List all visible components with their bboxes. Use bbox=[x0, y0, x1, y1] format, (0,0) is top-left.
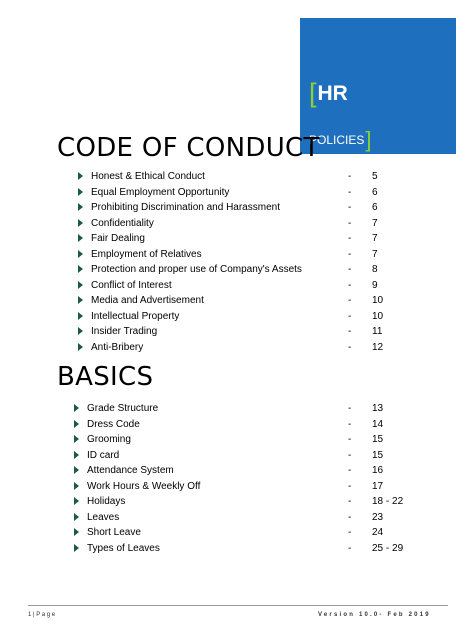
footer-divider bbox=[28, 605, 448, 606]
toc-entry-page: 7 bbox=[372, 233, 378, 244]
toc-entry[interactable] bbox=[0, 185, 474, 200]
triangle-right-icon bbox=[74, 513, 79, 521]
toc-entry[interactable] bbox=[0, 262, 474, 277]
toc-entry-separator: - bbox=[348, 233, 352, 244]
toc-entry[interactable] bbox=[0, 309, 474, 324]
toc-entry[interactable] bbox=[0, 169, 474, 184]
toc-entry-label: Attendance System bbox=[87, 465, 174, 476]
toc-entry[interactable] bbox=[0, 448, 474, 463]
toc-entry-page: 15 bbox=[372, 434, 384, 445]
toc-entry-separator: - bbox=[348, 202, 352, 213]
toc-entry[interactable] bbox=[0, 200, 474, 215]
toc-entry-separator: - bbox=[348, 480, 352, 492]
toc-entry-label: Media and Advertisement bbox=[91, 295, 204, 306]
toc-entry-page: 6 bbox=[372, 202, 378, 213]
toc-entry[interactable] bbox=[0, 432, 474, 447]
triangle-right-icon bbox=[74, 482, 79, 490]
toc-entry-label: Honest & Ethical Conduct bbox=[91, 171, 205, 182]
toc-entry[interactable] bbox=[0, 417, 474, 432]
triangle-right-icon bbox=[74, 466, 79, 474]
toc-entry-separator: - bbox=[348, 186, 352, 198]
toc-entry-label: Protection and proper use of Company's Assets bbox=[91, 264, 302, 275]
toc-entry-label: Fair Dealing bbox=[91, 233, 145, 244]
toc-entry-page: 13 bbox=[372, 403, 384, 414]
toc-entry[interactable] bbox=[0, 510, 474, 525]
toc-entry-page: 7 bbox=[372, 217, 378, 229]
triangle-right-icon bbox=[74, 420, 79, 428]
toc-entry-page: 12 bbox=[372, 341, 384, 353]
toc-entry-page: 8 bbox=[372, 264, 378, 275]
banner-subtitle-text: POLICIES bbox=[309, 133, 365, 147]
toc-entry-label: Anti-Bribery bbox=[91, 341, 144, 353]
triangle-right-icon bbox=[78, 343, 83, 351]
triangle-right-icon bbox=[78, 327, 83, 335]
toc-entry-separator: - bbox=[348, 511, 352, 523]
toc-entry-separator: - bbox=[348, 542, 352, 554]
toc-entry[interactable] bbox=[0, 324, 474, 339]
toc-entry[interactable] bbox=[0, 401, 474, 416]
toc-entry-separator: - bbox=[348, 418, 352, 430]
toc-entry[interactable] bbox=[0, 494, 474, 509]
toc-entry[interactable] bbox=[0, 463, 474, 478]
toc-entry[interactable] bbox=[0, 293, 474, 308]
toc-entry-page: 23 bbox=[372, 511, 384, 523]
toc-entry-label: Types of Leaves bbox=[87, 542, 160, 554]
triangle-right-icon bbox=[78, 234, 83, 242]
triangle-right-icon bbox=[78, 188, 83, 196]
triangle-right-icon bbox=[78, 312, 83, 320]
section-title-code-of-conduct: CODE OF CONDUCT bbox=[57, 133, 320, 163]
toc-entry-page: 5 bbox=[372, 171, 378, 182]
toc-entry-separator: - bbox=[348, 341, 352, 353]
toc-entry-label: Holidays bbox=[87, 496, 126, 507]
toc-entry-separator: - bbox=[348, 434, 352, 445]
triangle-right-icon bbox=[74, 497, 79, 505]
toc-entry-label: Grade Structure bbox=[87, 403, 159, 414]
toc-entry-label: Dress Code bbox=[87, 418, 140, 430]
toc-entry-label: Grooming bbox=[87, 434, 131, 445]
toc-entry-label: ID card bbox=[87, 449, 120, 461]
triangle-right-icon bbox=[78, 203, 83, 211]
bracket-open: [ bbox=[309, 78, 317, 108]
toc-entry-page: 17 bbox=[372, 480, 384, 492]
triangle-right-icon bbox=[74, 544, 79, 552]
toc-entry[interactable] bbox=[0, 247, 474, 262]
toc-entry-separator: - bbox=[348, 449, 352, 461]
toc-entry-page: 9 bbox=[372, 279, 378, 291]
toc-entry-label: Equal Employment Opportunity bbox=[91, 186, 230, 198]
toc-entry[interactable] bbox=[0, 231, 474, 246]
toc-entry-page: 25 - 29 bbox=[372, 542, 404, 554]
toc-entry-label: Conflict of Interest bbox=[91, 279, 172, 291]
footer-version: Version 10.0- Feb 2019 bbox=[318, 612, 431, 618]
toc-entry-separator: - bbox=[348, 496, 352, 507]
toc-entry-label: Short Leave bbox=[87, 527, 141, 538]
toc-entry-label: Leaves bbox=[87, 511, 120, 523]
hr-policies-banner bbox=[300, 18, 456, 154]
toc-entry-separator: - bbox=[348, 171, 352, 182]
toc-entry-page: 10 bbox=[372, 310, 384, 322]
toc-entry-separator: - bbox=[348, 248, 352, 260]
triangle-right-icon bbox=[78, 219, 83, 227]
toc-entry-label: Intellectual Property bbox=[91, 310, 180, 322]
toc-entry-separator: - bbox=[348, 403, 352, 414]
triangle-right-icon bbox=[78, 250, 83, 258]
toc-entry-separator: - bbox=[348, 264, 352, 275]
footer-page-label: 1 | P a g e bbox=[28, 612, 56, 618]
triangle-right-icon bbox=[78, 296, 83, 304]
triangle-right-icon bbox=[74, 404, 79, 412]
toc-entry-page: 15 bbox=[372, 449, 384, 461]
toc-entry-label: Prohibiting Discrimination and Harassment bbox=[91, 202, 280, 213]
toc-entry[interactable] bbox=[0, 541, 474, 556]
triangle-right-icon bbox=[74, 528, 79, 536]
toc-entry-separator: - bbox=[348, 310, 352, 322]
toc-entry[interactable] bbox=[0, 216, 474, 231]
toc-entry-page: 14 bbox=[372, 418, 384, 430]
toc-entry-page: 11 bbox=[372, 326, 383, 337]
toc-entry-label: Work Hours & Weekly Off bbox=[87, 480, 201, 492]
toc-entry-separator: - bbox=[348, 279, 352, 291]
toc-entry[interactable] bbox=[0, 340, 474, 355]
triangle-right-icon bbox=[74, 435, 79, 443]
banner-title bbox=[309, 76, 348, 107]
triangle-right-icon bbox=[78, 281, 83, 289]
toc-entry-separator: - bbox=[348, 465, 352, 476]
toc-entry-label: Confidentiality bbox=[91, 217, 154, 229]
toc-entry-page: 24 bbox=[372, 527, 384, 538]
toc-entry-label: Employment of Relatives bbox=[91, 248, 202, 260]
toc-entry[interactable] bbox=[0, 479, 474, 494]
toc-entry-separator: - bbox=[348, 326, 352, 337]
toc-entry[interactable] bbox=[0, 525, 474, 540]
toc-entry-separator: - bbox=[348, 217, 352, 229]
banner-title-text: HR bbox=[317, 82, 348, 105]
toc-entry[interactable] bbox=[0, 278, 474, 293]
toc-entry-label: Insider Trading bbox=[91, 326, 158, 337]
triangle-right-icon bbox=[78, 172, 83, 180]
toc-entry-separator: - bbox=[348, 527, 352, 538]
toc-entry-page: 18 - 22 bbox=[372, 496, 404, 507]
bracket-close: ] bbox=[365, 127, 372, 152]
toc-entry-separator: - bbox=[348, 295, 352, 306]
toc-entry-page: 10 bbox=[372, 295, 384, 306]
triangle-right-icon bbox=[74, 451, 79, 459]
toc-entry-page: 7 bbox=[372, 248, 378, 260]
toc-entry-page: 16 bbox=[372, 465, 384, 476]
section-title-basics: BASICS bbox=[57, 362, 154, 392]
toc-entry-page: 6 bbox=[372, 186, 378, 198]
triangle-right-icon bbox=[78, 265, 83, 273]
